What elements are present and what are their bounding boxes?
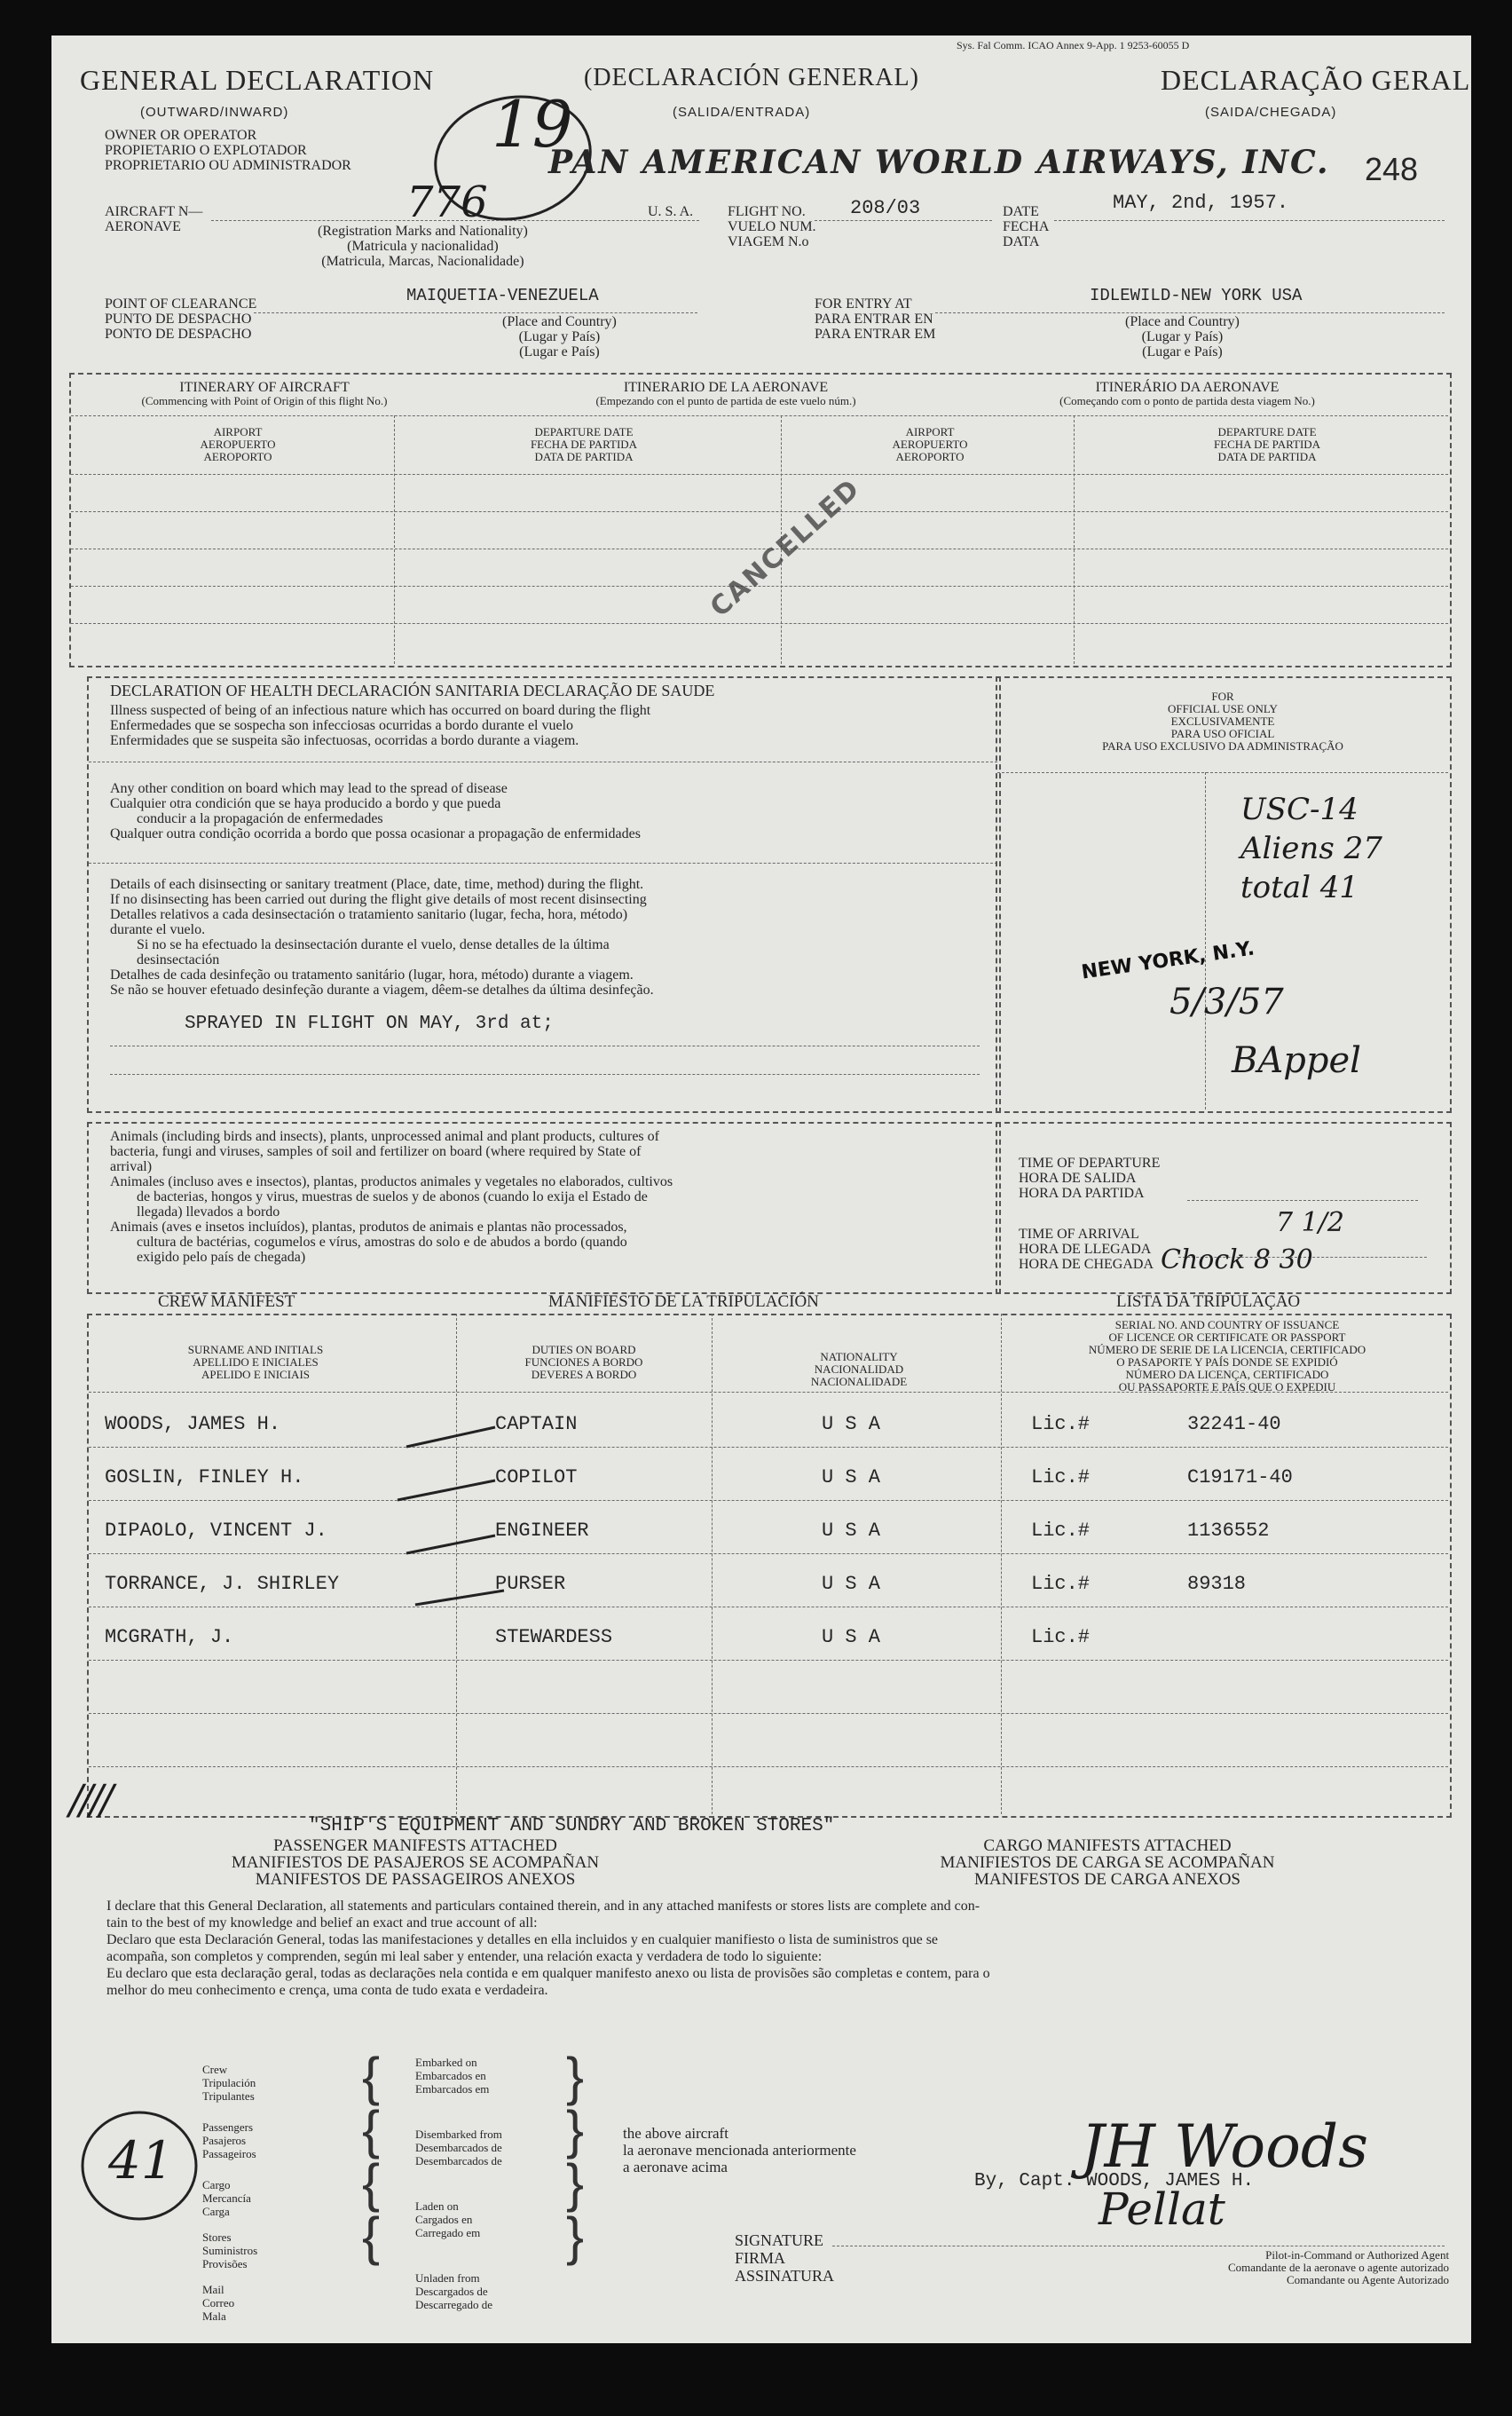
brace-left: { { { { <box>362 2047 381 2266</box>
itinerary-title-es: ITINERARIO DE LA AERONAVE (Empezando con el punto de partida de este vuelo núm.) <box>595 380 856 407</box>
itinerary-col-airport-2: AIRPORT AEROPUERTO AEROPORTO <box>892 425 968 463</box>
departure-time-labels: TIME OF DEPARTURE HORA DE SALIDA HORA DA PARTIDA <box>1019 1156 1161 1201</box>
crew-license-label: Lic.# <box>1031 1466 1091 1488</box>
crew-nationality: U S A <box>822 1413 881 1435</box>
cargo-manifests: CARGO MANIFESTS ATTACHED MANIFIESTOS DE CARGA SE ACOMPAÑAN MANIFESTOS DE CARGA ANEXOS <box>940 1836 1275 1889</box>
crew-duty: PURSER <box>495 1573 566 1595</box>
health-disinsecting-text: Details of each disinsecting or sanitary treatment (Place, date, time, method) during the flight. If no disinsecting has been carried out during the flight give details of most recent disinsecting Detalles relativos a cada desinsectación o tratamiento sanitario (lugar, fecha, hora, método) durante el vuelo. Si no se ha efectuado la desinsectación durante el vuelo, dense detalles de la última desinsectación Detalhes de cada desinfeção ou tratamento sanitário (lugar, hora, método) durante a viagem. Se não se houver efetuado desinfeção durante a viagem, dêem-se detalhes da última desinfeção. <box>110 877 654 998</box>
crew-header-duties: DUTIES ON BOARD FUNCIONES A BORDO DEVERES A BORDO <box>524 1343 643 1381</box>
entry-labels: FOR ENTRY AT PARA ENTRAR EN PARA ENTRAR EM <box>815 296 936 342</box>
health-illness-text: Illness suspected of being of an infectious nature which has occurred on board during the flight Enfermedades que se sospecha son infecciosas ocurridas a bordo durante el vuelo Enfermidades que se suspeita são infectuosas, ocorridas a bordo durante a viagem. <box>110 703 651 748</box>
crew-license-number: 89318 <box>1187 1573 1247 1595</box>
itinerary-col-airport: AIRPORT AEROPUERTO AEROPORTO <box>200 425 276 463</box>
crew-license-label: Lic.# <box>1031 1626 1091 1648</box>
flight-labels: FLIGHT NO. VUELO NUM. VIAGEM N.o <box>728 204 816 249</box>
title-en: GENERAL DECLARATION <box>80 64 435 96</box>
owner-labels: OWNER OR OPERATOR PROPIETARIO O EXPLOTADOR PROPRIETARIO OU ADMINISTRADOR <box>105 128 351 173</box>
crew-name: GOSLIN, FINLEY H. <box>105 1466 304 1488</box>
crew-title-pt: LISTA DA TRIPULAÇÃO <box>1116 1292 1301 1311</box>
aircraft-number: 776 <box>406 178 488 227</box>
crew-duty: COPILOT <box>495 1466 578 1488</box>
crew-license-label: Lic.# <box>1031 1573 1091 1595</box>
crew-license-number: 32241-40 <box>1187 1413 1281 1435</box>
crew-license-label: Lic.# <box>1031 1520 1091 1542</box>
official-use-labels: FOR OFFICIAL USE ONLY EXCLUSIVAMENTE PARA USO OFICIAL PARA USO EXCLUSIVO DA ADMINISTRAÇÃO <box>1102 690 1343 753</box>
cancelled-stamp: CANCELLED <box>704 472 867 624</box>
signature-labels: SIGNATURE FIRMA ASSINATURA <box>735 2231 835 2285</box>
aircraft-country: U. S. A. <box>648 204 694 219</box>
entry-point: IDLEWILD-NEW YORK USA <box>1090 286 1303 305</box>
owner-value: PAN AMERICAN WORLD AIRWAYS, INC. <box>548 144 1330 181</box>
title-pt-sub: (SAIDA/CHEGADA) <box>1205 105 1337 120</box>
passenger-manifests: PASSENGER MANIFESTS ATTACHED MANIFIESTOS DE PASAJEROS SE ACOMPAÑAN MANIFESTOS DE PASSAGEIROS ANEXOS <box>231 1836 600 1889</box>
official-date: 5/3/57 <box>1169 982 1284 1022</box>
crew-duty: ENGINEER <box>495 1520 589 1542</box>
crew-license-number: C19171-40 <box>1187 1466 1293 1488</box>
crew-nationality: U S A <box>822 1520 881 1542</box>
health-title: DECLARATION OF HEALTH DECLARACIÓN SANITARIA DECLARAÇÃO DE SAUDE <box>110 682 715 699</box>
crew-name: MCGRATH, J. <box>105 1626 234 1648</box>
crew-header-nationality: NATIONALITY NACIONALIDAD NACIONALIDADE <box>810 1350 908 1388</box>
official-initials: BAppel <box>1232 1040 1361 1081</box>
crew-check-marks <box>389 1402 531 1669</box>
pilot-in-command-labels: Pilot-in-Command or Authorized Agent Comandante de la aeronave o agente autorizado Comandante ou Agente Autorizado <box>1228 2248 1450 2286</box>
title-es-sub: (SALIDA/ENTRADA) <box>673 105 811 120</box>
page-number: 248 <box>1365 151 1419 187</box>
crew-nationality: U S A <box>822 1626 881 1648</box>
itinerary-col-departure: DEPARTURE DATE FECHA DE PARTIDA DATA DE PARTIDA <box>530 425 638 463</box>
crew-duty: STEWARDESS <box>495 1626 613 1648</box>
arrival-time: 7 1/2 <box>1276 1207 1344 1238</box>
form-reference: Sys. Fal Comm. ICAO Annex 9-App. 1 9253-60055 D <box>957 39 1190 51</box>
arrival-note: Chock 8 30 <box>1161 1244 1313 1275</box>
crew-name: WOODS, JAMES H. <box>105 1413 281 1435</box>
crew-title-en: CREW MANIFEST <box>158 1292 295 1311</box>
declaration-statement: I declare that this General Declaration, all statements and particulars contained therein, and in any attached manifests or stores lists are complete and con- tain to the best of my knowledge and belief an exact and true account of all: Declaro que esta Declaración General, todas las manifestaciones y detalles en ella incluidos y en cualquier manifiesto o lista de suministros que se acompaña, son completos y comprenden, según mi leal saber y entender, una relación exacta y verdadera de todo lo siguiente: Eu declaro que esta declaração geral, todas as declarações nela contida e em qualquer manifesto anexo ou lista de provisões são completas e contem, para o melhor do meu conhecimento e crença, uma conta de tudo exata e verdadeira. <box>106 1899 990 1998</box>
health-sprayed-note: SPRAYED IN FLIGHT ON MAY, 3rd at; <box>185 1014 554 1034</box>
crew-name: DIPAOLO, VINCENT J. <box>105 1520 327 1542</box>
crew-name: TORRANCE, J. SHIRLEY <box>105 1573 340 1595</box>
crew-license-label: Lic.# <box>1031 1413 1091 1435</box>
arrival-time-labels: TIME OF ARRIVAL HORA DE LLEGADA HORA DE CHEGADA <box>1019 1227 1154 1272</box>
declaration-document <box>51 36 1471 2343</box>
category-list: Crew Tripulación Tripulantes Passengers Pasajeros Passageiros Cargo Mercancía Carga Stores Suministros Provisões Mail Correo Mala <box>202 2063 258 2323</box>
title-es: (DECLARACIÓN GENERAL) <box>584 64 919 91</box>
captain-signature: JH Woods <box>1081 2112 1368 2181</box>
tally-marks: //// <box>69 1775 110 1823</box>
captain-name: By, Capt. WOODS, JAMES H. <box>974 2171 1255 2191</box>
health-condition-text: Any other condition on board which may lead to the spread of disease Cualquier otra condición que se haya producido a bordo y que pueda conducir a la propagación de enfermedades Qualquer outra condição ocorrida a bordo que possa ocasionar a propagação de enfermidades <box>110 781 641 841</box>
title-en-sub: (OUTWARD/INWARD) <box>140 105 289 120</box>
crew-header-license: SERIAL NO. AND COUNTRY OF ISSUANCE OF LICENCE OR CERTIFICATE OR PASSPORT NÚMERO DE SERIE DE LA LICENCIA, CERTIFICADO O PASAPORTE Y PAÍS DONDE SE EXPIDIÓ NÚMERO DA LICENÇA, CERTIFICADO OU PASSAPORTE E PAÍS QUE O EXPEDIU <box>1088 1318 1366 1394</box>
flight-date: MAY, 2nd, 1957. <box>1113 192 1289 214</box>
itinerary-col-departure-2: DEPARTURE DATE FECHA DE PARTIDA DATA DE PARTIDA <box>1213 425 1321 463</box>
brace-right: } } } } <box>566 2047 585 2266</box>
aircraft-labels: AIRCRAFT N— AERONAVE <box>105 204 203 234</box>
crew-license-number: 1136552 <box>1187 1520 1270 1542</box>
clearance-labels: POINT OF CLEARANCE PUNTO DE DESPACHO PONTO DE DESPACHO <box>105 296 257 342</box>
entry-place-labels: (Place and Country) (Lugar y País) (Lugar e País) <box>1125 314 1240 359</box>
crew-nationality: U S A <box>822 1466 881 1488</box>
above-aircraft-text: the above aircraft la aeronave mencionada anteriormente a aeronave acima <box>623 2125 856 2175</box>
itinerary-title-pt: ITINERÁRIO DA AERONAVE (Começando com o ponto de partida desta viagem No.) <box>1059 380 1315 407</box>
clearance-point: MAIQUETIA-VENEZUELA <box>406 286 599 305</box>
movement-list: Embarked on Embarcados en Embarcados em Disembarked from Desembarcados de Desembarcados de Laden on Cargados en Carregado em Unladen from Descargados de Descarregado de <box>415 2056 502 2311</box>
crew-duty: CAPTAIN <box>495 1413 578 1435</box>
animals-text: Animals (including birds and insects), plants, unprocessed animal and plant products, cultures of bacteria, fungi and viruses, samples of soil and fertilizer on board (where required by State of arrival) Animales (incluso aves e insectos), plantas, productos animales y vegetales no elaborados, cultivos de bacterias, hongos y virus, muestras de suelos y de abonos (cuando lo exija el Estado de llegada) llevados a bordo Animais (aves e insetos incluídos), plantas, produtos de animais e plantas não processados, cultura de bactérias, cogumelos e vírus, amostras do solo e de abudos a bordo (quando exigido pelo país de chegada) <box>110 1129 673 1265</box>
official-stamp: NEW YORK, N.Y. <box>1080 937 1256 984</box>
date-labels: DATE FECHA DATA <box>1003 204 1050 249</box>
secondary-signature: Pellat <box>1099 2183 1225 2235</box>
aircraft-reg-labels: (Registration Marks and Nationality) (Matricula y nacionalidad) (Matricula, Marcas, Nacionalidade) <box>318 224 528 269</box>
title-pt: DECLARAÇÃO GERAL <box>1161 64 1471 96</box>
clearance-place-labels: (Place and Country) (Lugar y País) (Lugar e País) <box>502 314 617 359</box>
official-counts: USC-14 Aliens 27 total 41 <box>1240 792 1382 905</box>
stores-line: "SHIP'S EQUIPMENT AND SUNDRY AND BROKEN STORES" <box>309 1816 835 1836</box>
circled-total: 41 <box>108 2130 174 2191</box>
flight-number: 208/03 <box>850 197 921 219</box>
itinerary-title-en: ITINERARY OF AIRCRAFT (Commencing with Point of Origin of this flight No.) <box>141 380 388 407</box>
circled-number: 19 <box>492 87 573 162</box>
crew-header-name: SURNAME AND INITIALS APELLIDO E INICIALES APELIDO E INICIAIS <box>187 1343 324 1381</box>
crew-nationality: U S A <box>822 1573 881 1595</box>
crew-title-es: MANIFIESTO DE LA TRIPULACIÓN <box>548 1292 819 1311</box>
